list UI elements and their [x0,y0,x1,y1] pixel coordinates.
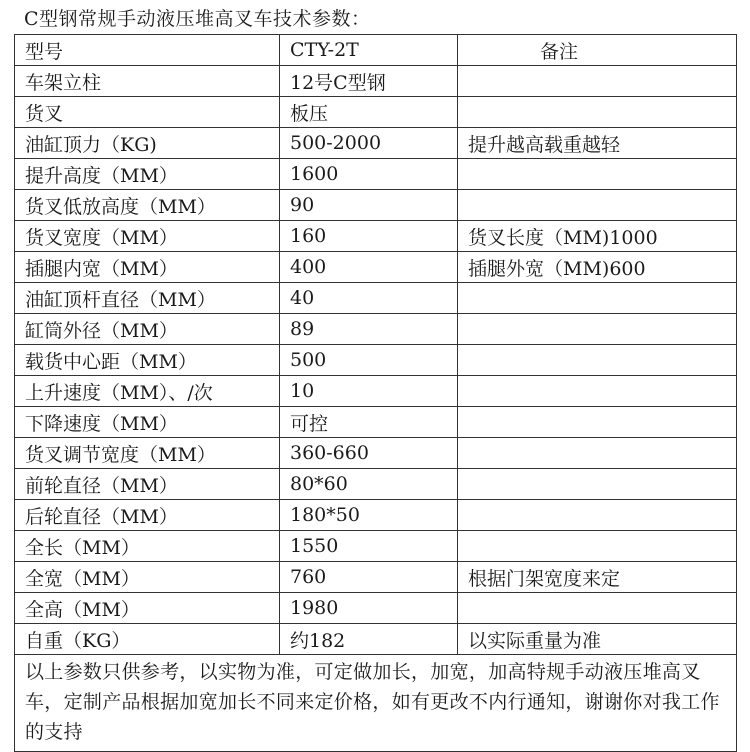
row-note [458,283,737,314]
header-note-label: 备注 [458,35,737,66]
row-value: 12号C型钢 [280,66,458,97]
row-label: 前轮直径（MM） [15,469,280,500]
row-label: 货叉低放高度（MM） [15,190,280,221]
row-label: 车架立柱 [15,66,280,97]
table-row [15,283,737,314]
header-model-label: 型号 [15,35,280,66]
table-row [15,469,737,500]
row-note [458,159,737,190]
row-value: 760 [280,562,458,593]
table-row [15,376,737,407]
spec-table [14,34,737,752]
row-note: 提升越高载重越轻 [458,128,737,159]
row-value: 板压 [280,97,458,128]
row-label: 下降速度（MM） [15,407,280,438]
row-note: 以实际重量为准 [458,624,737,655]
row-value: 500 [280,345,458,376]
table-row [15,407,737,438]
footer-row [15,655,737,752]
table-row [15,500,737,531]
row-note [458,66,737,97]
row-value: 1600 [280,159,458,190]
row-value: 360-660 [280,438,458,469]
row-label: 后轮直径（MM） [15,500,280,531]
row-note: 货叉长度（MM)1000 [458,221,737,252]
row-note [458,97,737,128]
row-label: 上升速度（MM）、/次 [15,376,280,407]
row-note [458,469,737,500]
row-value: 180*50 [280,500,458,531]
footer-note: 以上参数只供参考，以实物为准，可定做加长，加宽，加高特规手动液压堆高叉车，定制产品根据加宽加长不同来定价格，如有更改不内行通知，谢谢你对我工作的支持 [15,655,737,752]
row-label: 油缸顶杆直径（MM） [15,283,280,314]
row-note [458,407,737,438]
row-value: 可控 [280,407,458,438]
row-note [458,438,737,469]
row-label: 货叉调节宽度（MM） [15,438,280,469]
row-note [458,593,737,624]
row-label: 货叉 [15,97,280,128]
row-label: 全高（MM） [15,593,280,624]
row-value: 1550 [280,531,458,562]
row-value: 1980 [280,593,458,624]
row-label: 自重（KG） [15,624,280,655]
row-note: 根据门架宽度来定 [458,562,737,593]
page-title: C型钢常规手动液压堆高叉车技术参数： [24,8,371,30]
row-label: 载货中心距（MM） [15,345,280,376]
row-note [458,345,737,376]
row-value: 89 [280,314,458,345]
row-label: 缸筒外径（MM） [15,314,280,345]
table-row [15,190,737,221]
row-label: 油缸顶力（KG) [15,128,280,159]
row-note [458,190,737,221]
row-label: 提升高度（MM） [15,159,280,190]
row-value: 约182 [280,624,458,655]
row-label: 全宽（MM） [15,562,280,593]
table-row [15,97,737,128]
header-model-value: CTY-2T [280,35,458,66]
row-value: 10 [280,376,458,407]
table-row [15,314,737,345]
row-note [458,500,737,531]
row-note: 插腿外宽（MM)600 [458,252,737,283]
table-header-row [15,35,737,66]
row-note [458,314,737,345]
table-row [15,531,737,562]
table-row [15,66,737,97]
table-row [15,252,737,283]
row-label: 货叉宽度（MM） [15,221,280,252]
row-note [458,376,737,407]
row-value: 500-2000 [280,128,458,159]
row-value: 40 [280,283,458,314]
row-note [458,531,737,562]
row-value: 80*60 [280,469,458,500]
row-label: 插腿内宽（MM） [15,252,280,283]
row-value: 90 [280,190,458,221]
table-row [15,221,737,252]
table-row [15,624,737,655]
table-row [15,345,737,376]
row-value: 160 [280,221,458,252]
row-label: 全长（MM） [15,531,280,562]
table-row [15,159,737,190]
table-row [15,128,737,159]
row-value: 400 [280,252,458,283]
table-row [15,438,737,469]
table-row [15,562,737,593]
table-row [15,593,737,624]
